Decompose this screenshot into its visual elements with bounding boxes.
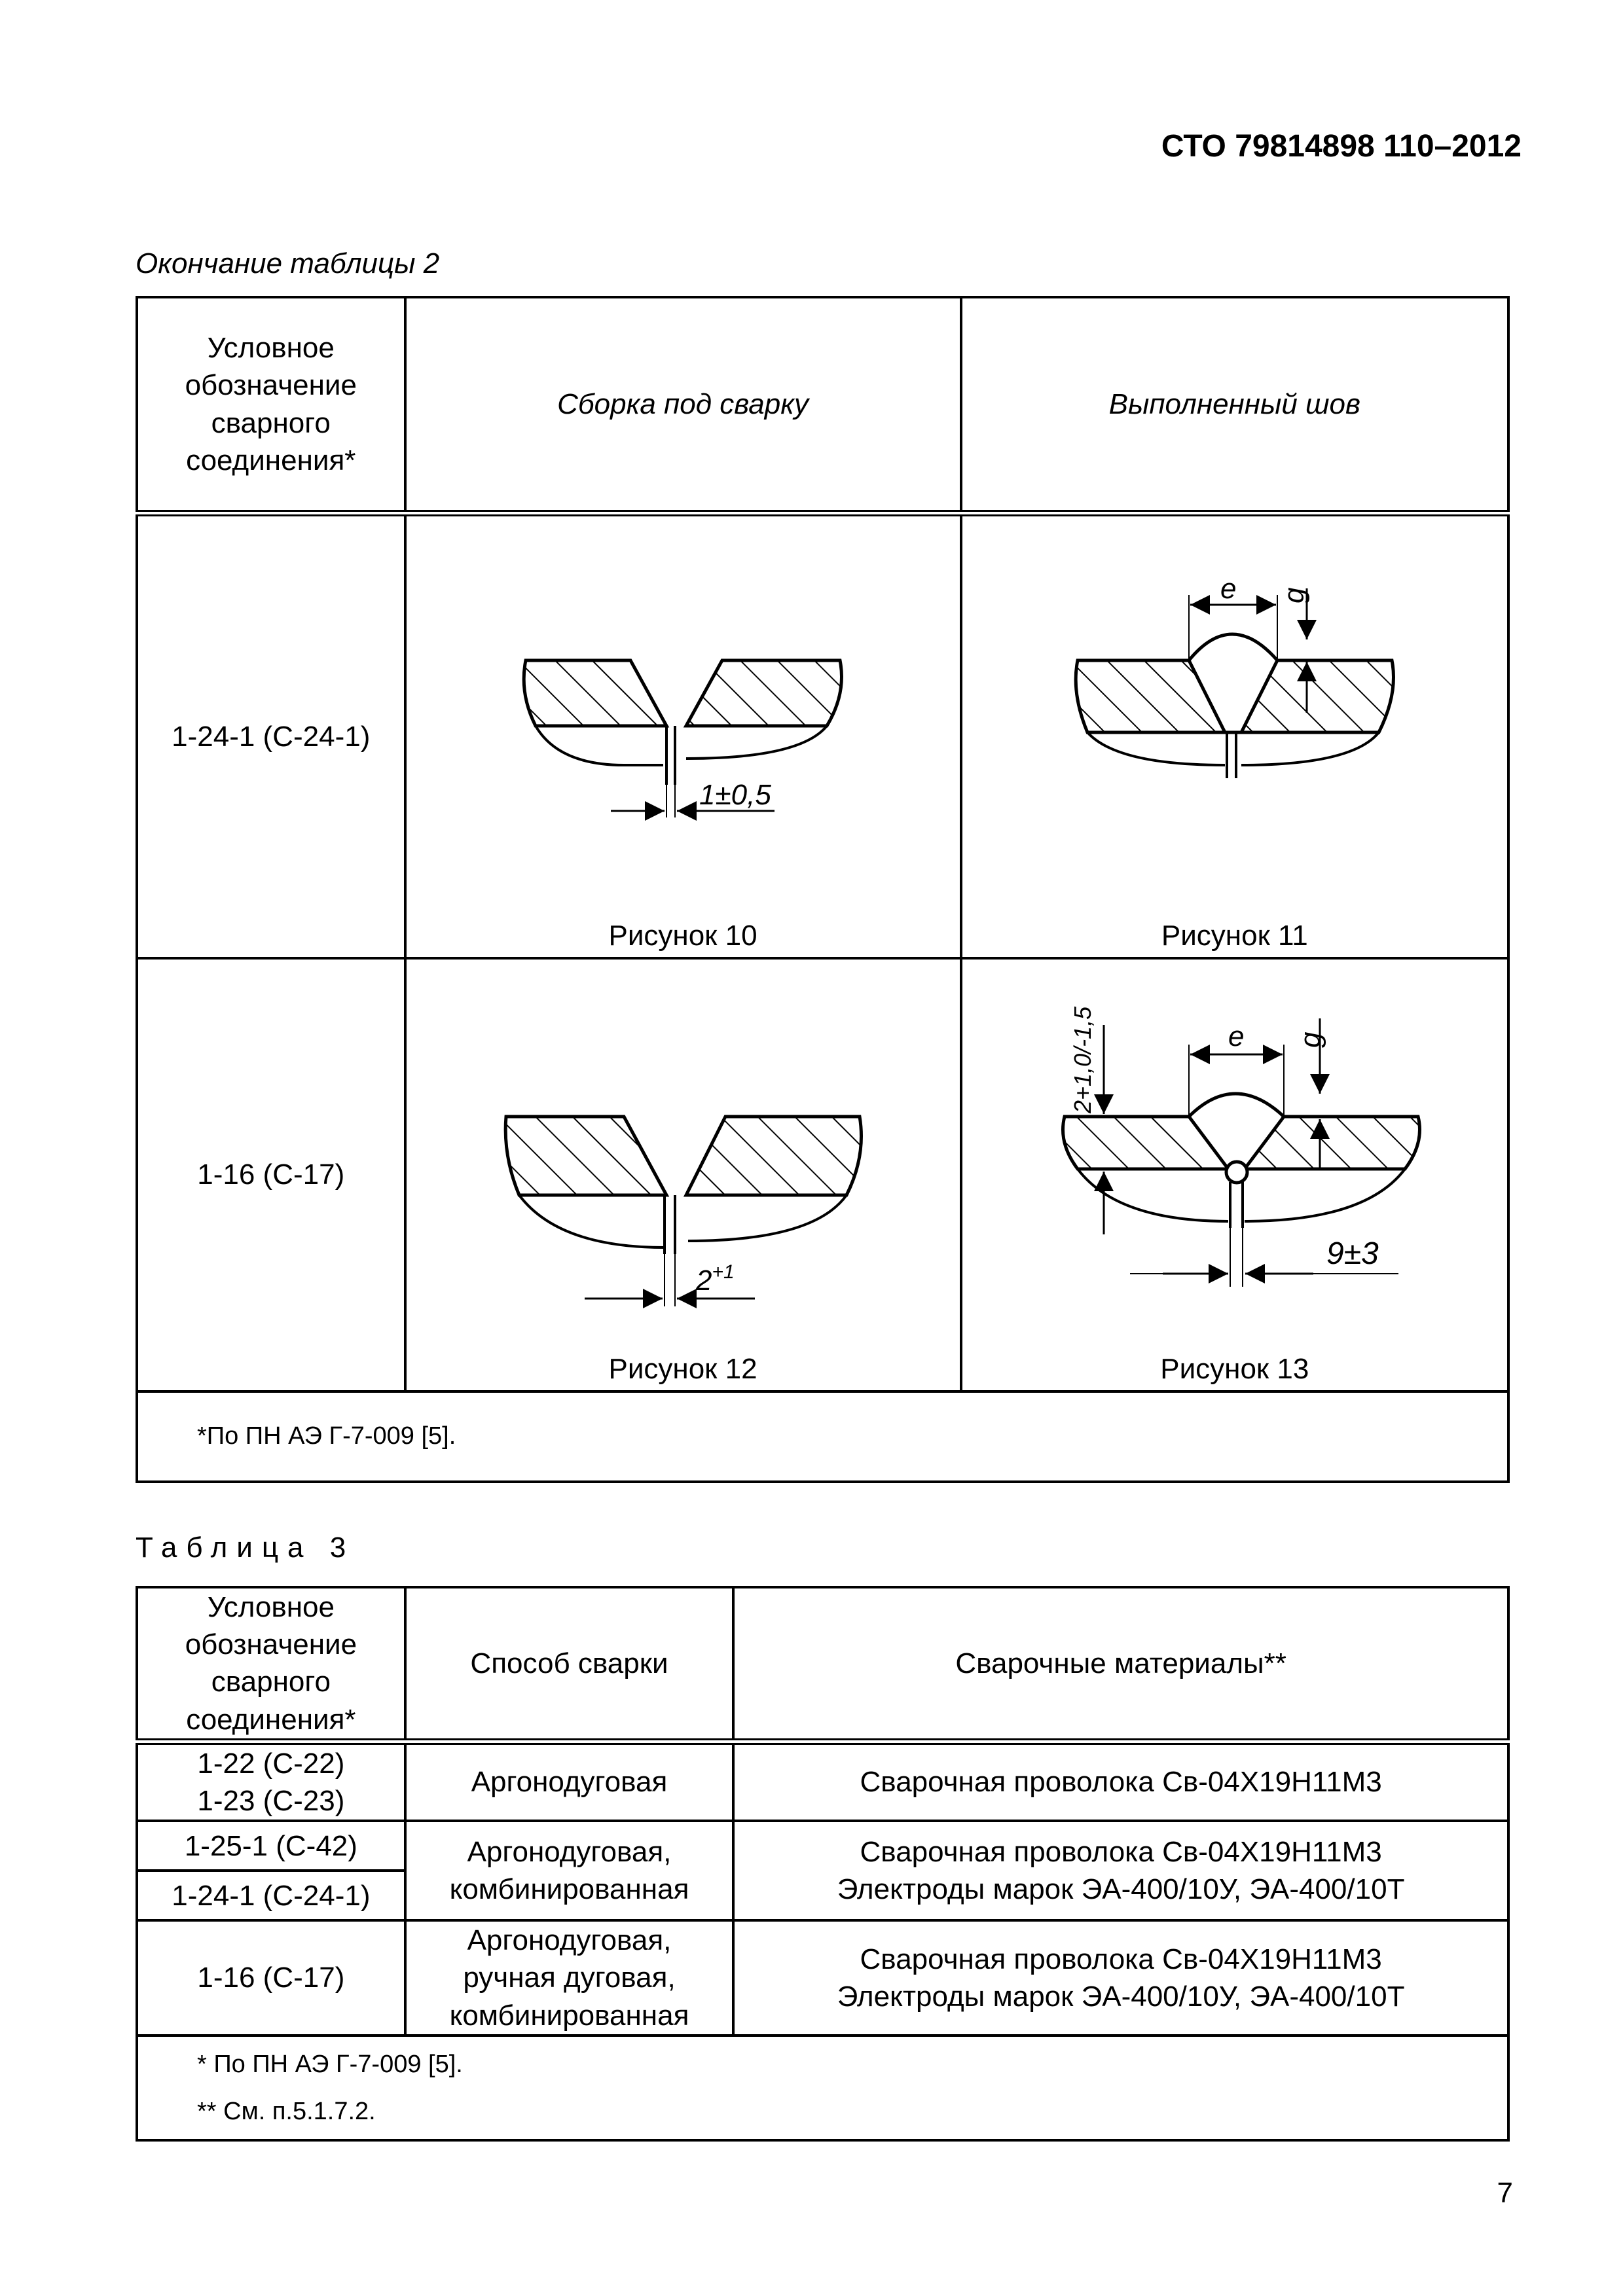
t2-header-designation: Условное обозначение сварного соединения* xyxy=(137,297,405,513)
table3-title: Таблица 3 xyxy=(136,1532,356,1564)
figure-11-caption: Рисунок 11 xyxy=(1161,919,1308,952)
page-number: 7 xyxy=(1497,2177,1513,2209)
t2-row1-designation: 1-24-1 (С-24-1) xyxy=(137,513,405,958)
figure-13-dim-left: 2+1,0/-1,5 xyxy=(1068,1006,1096,1113)
figure-10-dimension: 1±0,5 xyxy=(699,779,771,811)
t3-row2-method: Аргонодуговая, комбинированная xyxy=(405,1821,733,1920)
figure-11-dim-g: g xyxy=(1277,587,1310,603)
t3-header-method: Способ сварки xyxy=(405,1587,733,1742)
t2-header-assembly: Сборка под сварку xyxy=(405,297,961,513)
figure-12-dim-sup: +1 xyxy=(712,1261,735,1283)
t3-row2-materials: Сварочная проволока Св-04Х19Н11М3 Электроды марок ЭА-400/10У, ЭА-400/10Т xyxy=(733,1821,1508,1920)
figure-11-drawing xyxy=(1051,569,1418,909)
figure-12-dimension xyxy=(695,1261,735,1297)
figure-13-dim-e: e xyxy=(1228,1020,1245,1052)
t3-row1-designation: 1-22 (С-22) 1-23 (С-23) xyxy=(137,1742,405,1821)
t3-row2-designation-a: 1-25-1 (С-42) xyxy=(137,1821,405,1871)
figure-12-caption: Рисунок 12 xyxy=(608,1352,757,1385)
figure-10-caption: Рисунок 10 xyxy=(608,919,757,952)
table-3 xyxy=(136,1586,1510,2142)
figure-11-cell xyxy=(961,513,1508,958)
figure-13-dim-bottom: 9±3 xyxy=(1326,1236,1379,1271)
t3-row2-designation-b: 1-24-1 (С-24-1) xyxy=(137,1871,405,1920)
t2-header-weld: Выполненный шов xyxy=(961,297,1508,513)
t3-row3-method: Аргонодуговая, ручная дуговая, комбинированная xyxy=(405,1920,733,2036)
t3-footnote-2: ** См. п.5.1.7.2. xyxy=(197,2097,376,2125)
t2-footnote: *По ПН АЭ Г-7-009 [5]. xyxy=(137,1391,1508,1482)
figure-12-cell xyxy=(405,958,961,1391)
t3-header-materials: Сварочные материалы** xyxy=(733,1587,1508,1742)
figure-12-dim-base: 2 xyxy=(696,1265,712,1297)
figure-13-drawing xyxy=(1032,999,1438,1352)
figure-11-dim-e: e xyxy=(1220,573,1237,605)
figure-13-caption: Рисунок 13 xyxy=(1160,1352,1309,1385)
table-2 xyxy=(136,296,1510,1483)
table2-caption: Окончание таблицы 2 xyxy=(136,247,440,279)
document-code: СТО 79814898 110–2012 xyxy=(1161,129,1522,164)
figure-10-drawing xyxy=(500,569,866,909)
t2-row2-designation: 1-16 (С-17) xyxy=(137,958,405,1391)
t3-row3-materials: Сварочная проволока Св-04Х19Н11М3 Электроды марок ЭА-400/10У, ЭА-400/10Т xyxy=(733,1920,1508,2036)
figure-13-dim-g: g xyxy=(1294,1031,1326,1048)
t3-row1-materials: Сварочная проволока Св-04Х19Н11М3 xyxy=(733,1742,1508,1821)
figure-12-drawing xyxy=(486,1031,879,1359)
t3-row3-designation: 1-16 (С-17) xyxy=(137,1920,405,2036)
figure-10-cell xyxy=(405,513,961,958)
t3-header-designation: Условное обозначение сварного соединения* xyxy=(137,1587,405,1742)
figure-13-cell xyxy=(961,958,1508,1391)
t3-footnotes xyxy=(137,2036,1508,2140)
t3-row1-method: Аргонодуговая xyxy=(405,1742,733,1821)
t3-footnote-1: * По ПН АЭ Г-7-009 [5]. xyxy=(197,2050,463,2078)
